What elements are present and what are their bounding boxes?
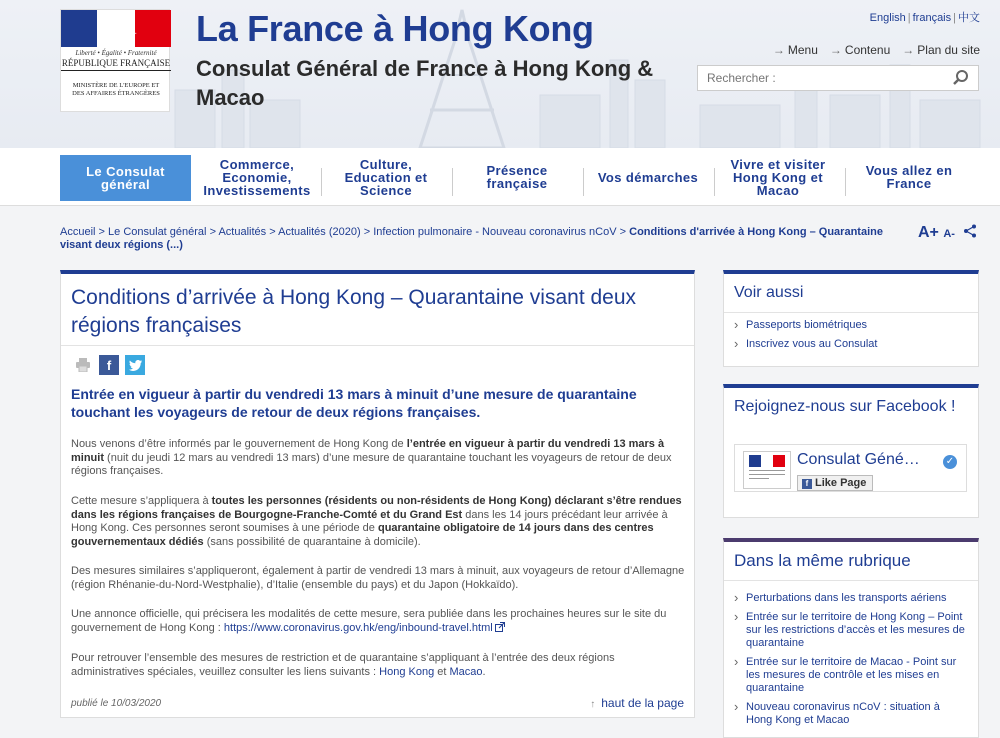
lang-chinese[interactable]: 中文 bbox=[958, 12, 980, 24]
nav-separator bbox=[583, 168, 584, 196]
breadcrumb bbox=[60, 226, 910, 252]
lang-separator: | bbox=[953, 12, 956, 24]
breadcrumb-link[interactable]: Le Consulat général bbox=[108, 226, 207, 238]
nav-item-commerce[interactable]: Commerce, Economie, Investissements bbox=[203, 156, 311, 198]
nav-item-demarches[interactable]: Vos démarches bbox=[597, 169, 699, 185]
facebook-box bbox=[723, 384, 979, 518]
print-icon[interactable] bbox=[73, 355, 93, 375]
nav-separator bbox=[452, 168, 453, 196]
nav-item-france[interactable]: Vous allez en France bbox=[865, 163, 953, 191]
facebook-like-button[interactable] bbox=[797, 475, 873, 491]
lang-francais[interactable]: français bbox=[912, 12, 952, 24]
quick-link-plan[interactable] bbox=[902, 43, 980, 57]
list-item[interactable]: › Entrée sur le territoire de Macao - Point sur les mesures de contrôle et les mises en quarantaine bbox=[734, 656, 968, 695]
nav-separator bbox=[845, 168, 846, 196]
list-item[interactable]: › Nouveau coronavirus nCoV : situation à Hong Kong et Macao bbox=[734, 701, 968, 727]
facebook-page-avatar bbox=[743, 451, 791, 489]
quick-link-label: Plan du site bbox=[917, 43, 980, 57]
facebook-box-title: Rejoignez-nous sur Facebook ! bbox=[734, 398, 956, 415]
text: dans les 14 jours précédant leur arrivée à Hong Kong. Ces personnes seront soumises à une période de bbox=[71, 508, 668, 534]
text-bold: quarantaine obligatoire de 14 jours dans des centres gouvernementaux dédiés bbox=[71, 522, 654, 548]
breadcrumb-link[interactable]: Actualités (2020) bbox=[278, 226, 361, 238]
font-increase-button[interactable]: A+ bbox=[918, 224, 939, 241]
republique-logo[interactable] bbox=[60, 9, 170, 112]
breadcrumb-separator: > bbox=[363, 226, 371, 238]
list-item[interactable]: › Inscrivez vous au Consulat bbox=[734, 338, 968, 351]
twitter-icon[interactable] bbox=[125, 355, 145, 375]
site-title[interactable]: La France à Hong Kong bbox=[196, 8, 594, 49]
text: (sans possibilité de quarantaine à domicile). bbox=[203, 535, 421, 548]
breadcrumb-separator: > bbox=[619, 226, 627, 238]
see-also-box bbox=[723, 270, 979, 367]
verified-check-icon: ✓ bbox=[943, 455, 957, 469]
font-size-controls bbox=[918, 224, 977, 242]
arrow-right-icon: → bbox=[772, 43, 785, 57]
article-paragraph bbox=[71, 438, 686, 479]
breadcrumb-separator: > bbox=[209, 226, 216, 238]
publish-date: publié le 10/03/2020 bbox=[71, 698, 162, 709]
arrow-up-icon: ↑ bbox=[590, 699, 596, 710]
breadcrumb-separator: > bbox=[98, 226, 105, 238]
font-decrease-button[interactable]: A- bbox=[943, 228, 955, 240]
same-section-title: Dans la même rubrique bbox=[734, 551, 911, 570]
article-lead: Entrée en vigueur à partir du vendredi 13 mars à minuit d’une mesure de quarantaine touchant les voyageurs de retour de deux régions françaises. bbox=[71, 386, 637, 420]
language-switcher bbox=[870, 9, 980, 25]
marianne-icon bbox=[81, 14, 153, 44]
article-paragraph bbox=[71, 652, 686, 679]
site-header bbox=[0, 0, 1000, 148]
site-subtitle: Consulat Général de France à Hong Kong & Macao bbox=[196, 56, 654, 110]
like-label: Like Page bbox=[815, 477, 867, 489]
ministry-name: MINISTÈRE DE L'EUROPE ET DES AFFAIRES ÉTRANGÈRES bbox=[72, 82, 160, 97]
article-paragraph bbox=[71, 495, 686, 549]
republic-name: RÉPUBLIQUE FRANÇAISE bbox=[61, 58, 171, 71]
quick-links bbox=[773, 43, 980, 57]
article-title: Conditions d’arrivée à Hong Kong – Quarantaine visant deux régions françaises bbox=[71, 286, 637, 337]
nav-item-presence[interactable]: Présence française bbox=[486, 163, 548, 191]
link-macao[interactable]: Macao bbox=[449, 665, 483, 678]
share-bar bbox=[73, 355, 145, 375]
text: et bbox=[434, 665, 450, 678]
breadcrumb-link[interactable]: Actualités bbox=[218, 226, 267, 238]
lang-separator: | bbox=[907, 12, 911, 24]
external-link[interactable]: https://www.coronavirus.gov.hk/eng/inbound-travel.html bbox=[223, 621, 493, 634]
nav-separator bbox=[714, 168, 715, 196]
facebook-page-name[interactable]: Consulat Géné… bbox=[797, 451, 920, 468]
arrow-right-icon: → bbox=[902, 43, 915, 57]
breadcrumb-link[interactable]: Accueil bbox=[60, 226, 96, 238]
list-item[interactable]: › Passeports biométriques bbox=[734, 319, 968, 332]
nav-item-culture[interactable]: Culture, Education et Science bbox=[344, 156, 428, 198]
text-bold: toutes les personnes (résidents ou non-résidents de Hong Kong) déclarant s’être rendues dans les régions françaises de Bourgogne-Franche-Comté et du Grand Est bbox=[71, 495, 682, 521]
see-also-title: Voir aussi bbox=[734, 284, 804, 301]
quick-link-label: Menu bbox=[787, 43, 818, 57]
text: . bbox=[482, 665, 486, 678]
see-also-list bbox=[724, 313, 978, 351]
republic-motto: Liberté • Égalité • Fraternité bbox=[75, 49, 157, 57]
facebook-icon: f bbox=[802, 479, 812, 489]
search-icon[interactable] bbox=[952, 69, 970, 87]
nav-item-vivre[interactable]: Vivre et visiter Hong Kong et Macao bbox=[730, 156, 826, 198]
text: Cette mesure s’appliquera à bbox=[71, 495, 212, 507]
search-input[interactable] bbox=[698, 66, 938, 90]
list-item[interactable]: › Entrée sur le territoire de Hong Kong – Point sur les restrictions d’accès et les mesures de quarantaine bbox=[734, 611, 968, 650]
arrow-right-icon: → bbox=[829, 43, 842, 57]
quick-link-menu[interactable] bbox=[773, 43, 818, 57]
text: Nous venons d’être informés par le gouvernement de Hong Kong de bbox=[71, 438, 407, 450]
divider bbox=[61, 345, 694, 346]
facebook-page-widget[interactable] bbox=[734, 444, 967, 492]
main-nav bbox=[0, 148, 1000, 206]
article bbox=[60, 270, 695, 718]
breadcrumb-link[interactable]: Infection pulmonaire - Nouveau coronavirus nCoV bbox=[373, 226, 617, 238]
text: (nuit du jeudi 12 mars au vendredi 13 mars) d’une mesure de quarantaine touchant les voyageurs de retour de deux régions françaises. bbox=[71, 451, 672, 477]
same-section-box bbox=[723, 538, 979, 738]
back-to-top-link[interactable] bbox=[590, 696, 684, 710]
link-hong-kong[interactable]: Hong Kong bbox=[379, 665, 435, 678]
back-to-top-label: haut de la page bbox=[601, 696, 684, 710]
text: Une annonce officielle, qui précisera les modalités de cette mesure, sera publiée dans les prochaines heures sur le site du gouvernement de Hong Kong : bbox=[71, 608, 667, 634]
share-icon[interactable] bbox=[963, 224, 977, 238]
same-section-list bbox=[724, 581, 978, 727]
breadcrumb-separator: > bbox=[269, 226, 276, 238]
quick-link-label: Contenu bbox=[844, 43, 891, 57]
quick-link-contenu[interactable] bbox=[830, 43, 890, 57]
text-bold: l’entrée en vigueur à partir du vendredi 13 mars à minuit bbox=[71, 438, 665, 464]
search-box bbox=[697, 65, 979, 91]
facebook-icon[interactable]: f bbox=[99, 355, 119, 375]
article-paragraph bbox=[71, 608, 686, 635]
lang-english[interactable]: English bbox=[869, 12, 906, 24]
nav-item-consulat[interactable]: Le Consulat général bbox=[60, 155, 191, 201]
external-link-icon bbox=[495, 622, 505, 632]
breadcrumb-current: Conditions d'arrivée à Hong Kong – Quarantaine visant deux régions (...) bbox=[60, 226, 883, 251]
text: Pour retrouver l’ensemble des mesures de restriction et de quarantaine s’appliquant à l’entrée des deux régions administratives spéciales, veuillez consulter les liens suivants : bbox=[71, 652, 615, 678]
list-item[interactable]: › Perturbations dans les transports aériens bbox=[734, 592, 968, 605]
article-paragraph: Des mesures similaires s’appliqueront, également à partir de vendredi 13 mars à minuit, aux voyageurs de retour d’Allemagne (région Rhénanie-du-Nord-Westphalie), d’Italie (ensemble du pays) et du Japon (Hokkaïdo). bbox=[71, 565, 685, 591]
nav-separator bbox=[321, 168, 322, 196]
